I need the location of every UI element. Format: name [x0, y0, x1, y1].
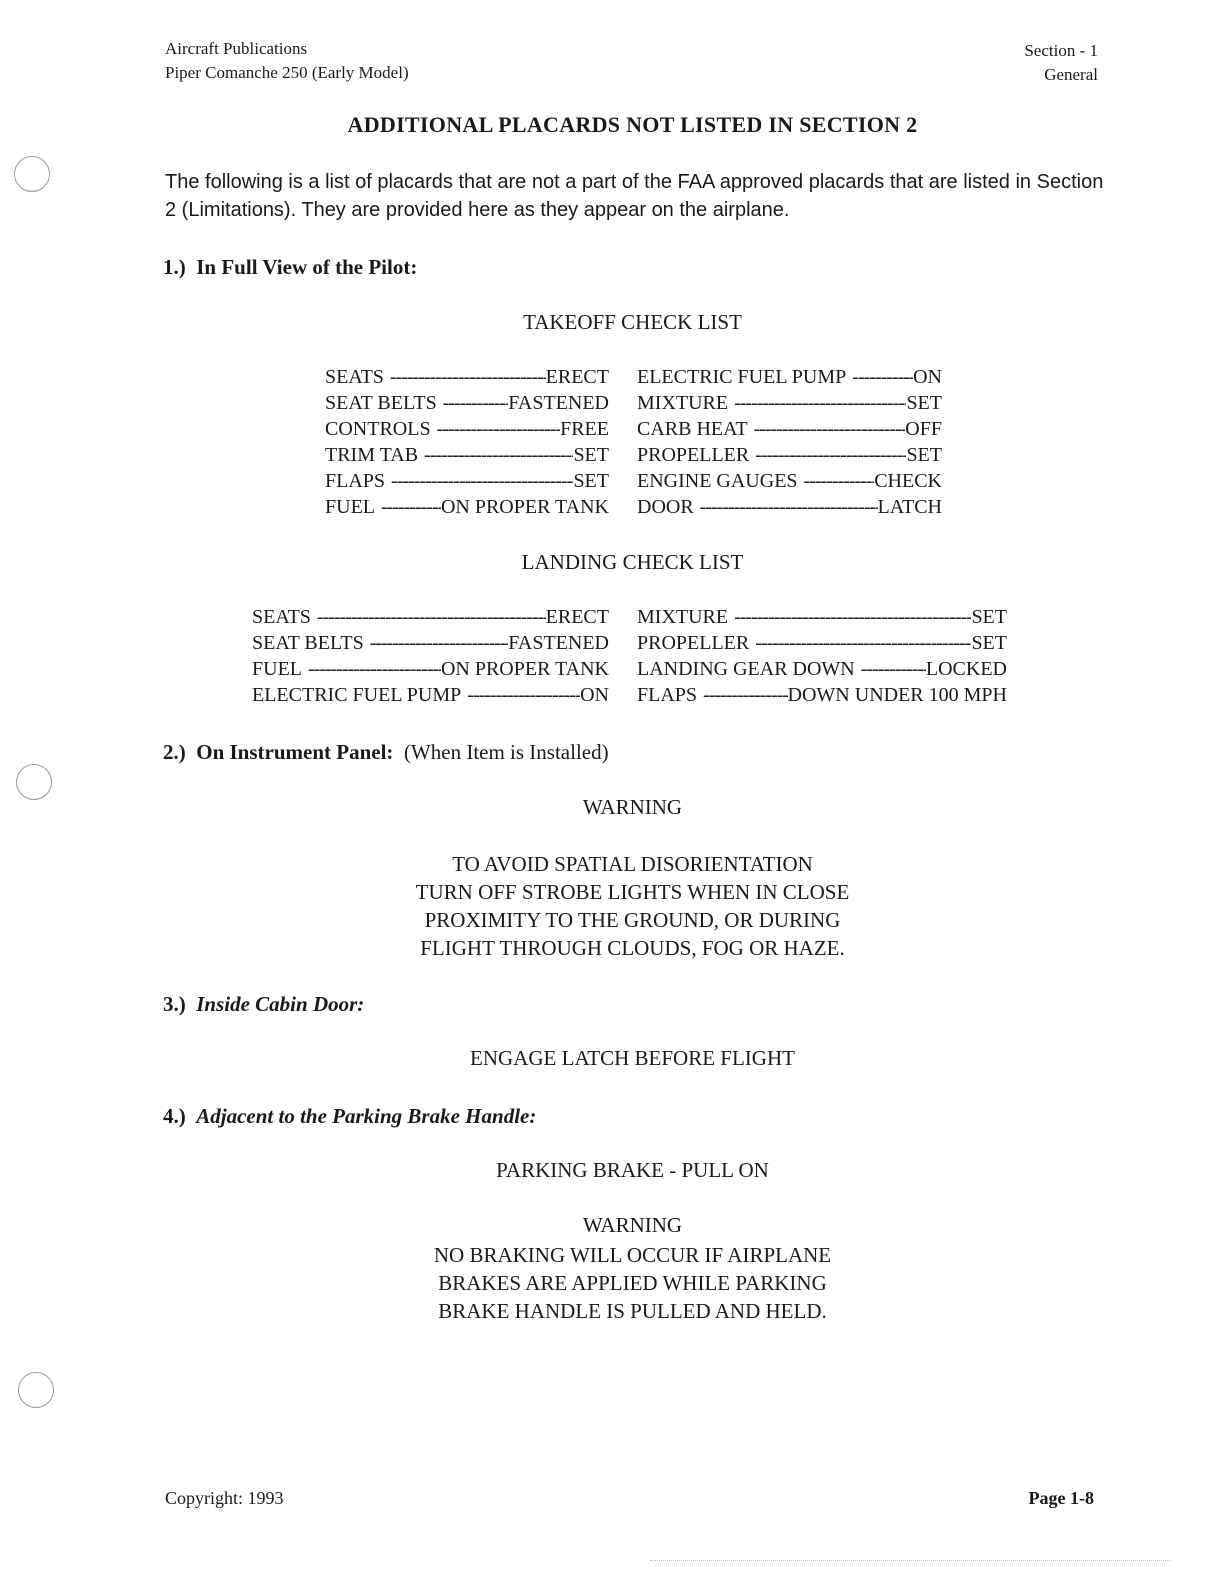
warning-line: FLIGHT THROUGH CLOUDS, FOG OR HAZE.: [420, 936, 845, 960]
warning-line: BRAKE HANDLE IS PULLED AND HELD.: [438, 1299, 827, 1323]
punch-hole-icon: [18, 1372, 54, 1408]
checklist-row: SEATS ----- ERECT: [325, 364, 609, 390]
copyright-notice: Copyright: 1993: [165, 1488, 284, 1508]
parking-brake-placard: PARKING BRAKE - PULL ON: [496, 1158, 769, 1182]
section-heading-3: [163, 992, 364, 1017]
warning-line: NO BRAKING WILL OCCUR IF AIRPLANE: [433, 1243, 832, 1267]
checklist-row: MIXTURE ----- SET: [637, 604, 1007, 630]
section-number: Section - 1: [1024, 41, 1098, 60]
cabin-door-placard: ENGAGE LATCH BEFORE FLIGHT: [470, 1046, 795, 1070]
punch-hole-icon: [14, 156, 50, 192]
checklist-row: SEAT BELTS ----- FASTENED: [325, 390, 609, 416]
checklist-row: SEATS ----- ERECT: [252, 604, 609, 630]
checklist-row: PROPELLER ----- SET: [637, 442, 942, 468]
checklist-row: LANDING GEAR DOWN ----- LOCKED: [637, 656, 1007, 682]
checklist-row: CARB HEAT ----- OFF: [637, 416, 942, 442]
warning-line: TURN OFF STROBE LIGHTS WHEN IN CLOSE: [415, 880, 850, 904]
page-title: ADDITIONAL PLACARDS NOT LISTED IN SECTION 2: [347, 112, 918, 137]
running-header-left: [165, 37, 409, 85]
section-heading-2: [163, 740, 609, 765]
intro-paragraph: The following is a list of placards that are not a part of the FAA approved placards that are listed in Section 2 (Limitations). They are provided here as they appear on the airplane.: [165, 171, 1104, 221]
section-number-2: 2.): [163, 740, 186, 764]
checklist-row: ELECTRIC FUEL PUMP ----- ON: [252, 682, 609, 708]
checklist-row: TRIM TAB ----- SET: [325, 442, 609, 468]
panel-warning-text: [0, 850, 1221, 962]
warning-line: PROXIMITY TO THE GROUND, OR DURING: [424, 908, 841, 932]
checklist-row: PROPELLER ----- SET: [637, 630, 1007, 656]
landing-checklist-title: LANDING CHECK LIST: [521, 550, 744, 574]
checklist-row: ENGINE GAUGES ----- CHECK: [637, 468, 942, 494]
section-label-4: Adjacent to the Parking Brake Handle:: [196, 1104, 537, 1128]
scan-artifact: [650, 1560, 1170, 1565]
landing-checklist-left: [252, 604, 609, 708]
checklist-row: ELECTRIC FUEL PUMP ----- ON: [637, 364, 942, 390]
checklist-row: FUEL ----- ON PROPER TANK: [252, 656, 609, 682]
section-heading-4: [163, 1104, 536, 1129]
section-label-1: In Full View of the Pilot:: [196, 255, 418, 279]
parking-brake-warning-text: [0, 1241, 1221, 1325]
checklist-row: DOOR ----- LATCH: [637, 494, 942, 520]
takeoff-checklist-left: [325, 364, 609, 520]
takeoff-checklist-right: [637, 364, 942, 520]
checklist-row: SEAT BELTS ----- FASTENED: [252, 630, 609, 656]
section-label-3: Inside Cabin Door:: [196, 992, 365, 1016]
page-number: Page 1-8: [1028, 1488, 1094, 1508]
checklist-row: MIXTURE ----- SET: [637, 390, 942, 416]
checklist-row: FLAPS ----- SET: [325, 468, 609, 494]
takeoff-checklist-title: TAKEOFF CHECK LIST: [523, 310, 742, 334]
warning-line: TO AVOID SPATIAL DISORIENTATION: [452, 852, 813, 876]
section-note-2: (When Item is Installed): [403, 740, 609, 764]
section-number-3: 3.): [163, 992, 186, 1016]
section-name: General: [1044, 65, 1098, 84]
section-number-4: 4.): [163, 1104, 186, 1128]
parking-brake-warning-heading: WARNING: [582, 1213, 683, 1237]
running-header-right: [1024, 39, 1098, 87]
checklist-row: FUEL ----- ON PROPER TANK: [325, 494, 609, 520]
landing-checklist-right: [637, 604, 1007, 708]
aircraft-model: Piper Comanche 250 (Early Model): [165, 63, 409, 82]
section-label-2: On Instrument Panel:: [196, 740, 394, 764]
publisher-name: Aircraft Publications: [165, 39, 308, 58]
checklist-row: FLAPS ----- DOWN UNDER 100 MPH: [637, 682, 1007, 708]
panel-warning-heading: WARNING: [582, 795, 683, 819]
section-heading-1: [163, 255, 417, 280]
checklist-row: CONTROLS ----- FREE: [325, 416, 609, 442]
warning-line: BRAKES ARE APPLIED WHILE PARKING: [438, 1271, 827, 1295]
section-number-1: 1.): [163, 255, 186, 279]
